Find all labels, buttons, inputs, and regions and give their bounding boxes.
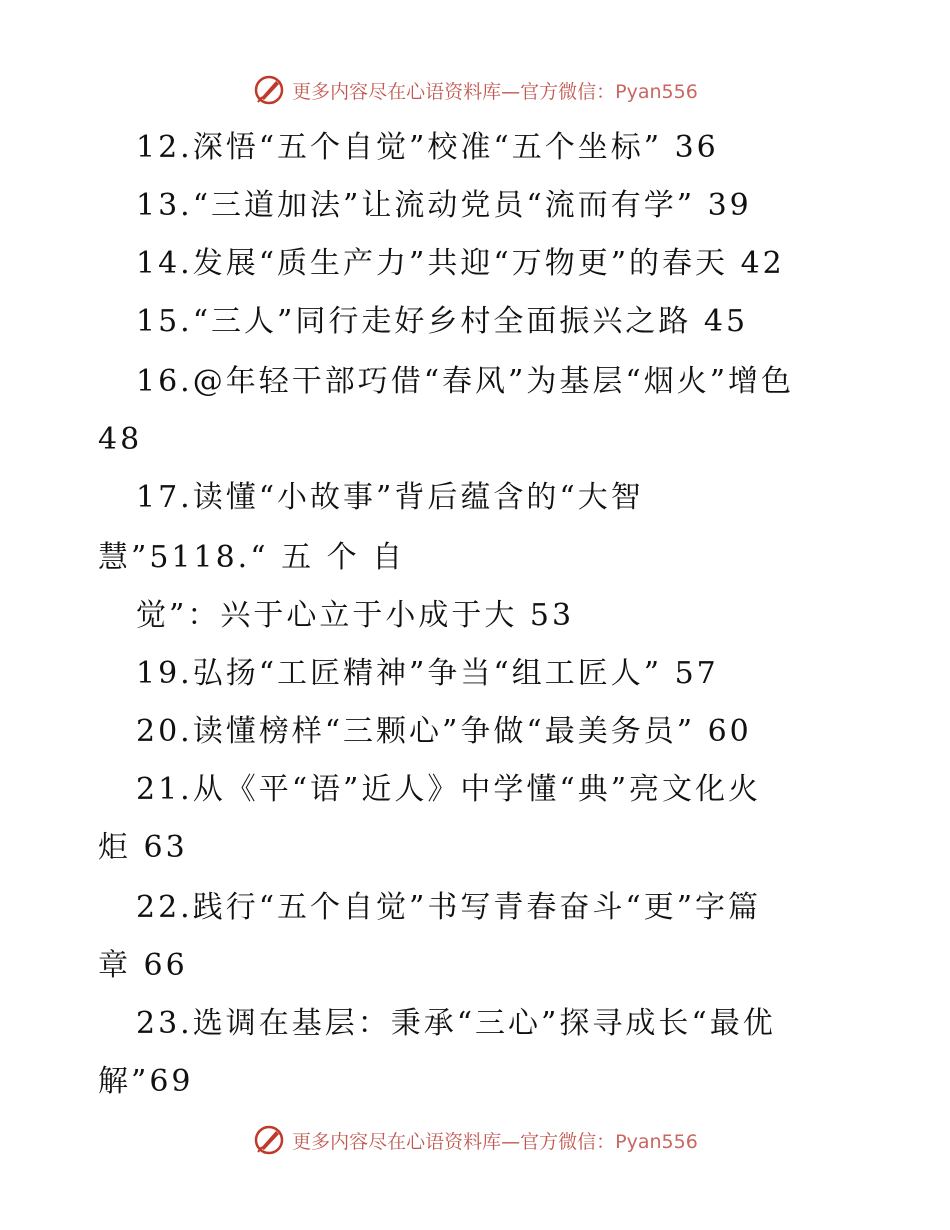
- footer-watermark-banner: [0, 1118, 950, 1162]
- toc-line: 14.发展“质生产力”共迎“万物更”的春天 42: [136, 246, 785, 281]
- toc-line: 章 66: [98, 948, 188, 983]
- watermark-text: 更多内容尽在心语资料库—官方微信：Pyan556: [292, 1130, 698, 1153]
- toc-line: 解”69: [98, 1064, 194, 1099]
- header-watermark-banner: [0, 68, 950, 112]
- toc-line: 炬 63: [98, 830, 188, 865]
- quill-logo-icon: [252, 73, 286, 107]
- toc-line: 13.“三道加法”让流动党员“流而有学” 39: [136, 188, 752, 223]
- toc-line: 慧”5118.“ 五 个 自: [98, 540, 406, 575]
- toc-line: 16.@年轻干部巧借“春风”为基层“烟火”增色: [136, 364, 795, 399]
- toc-line: 20.读懂榜样“三颗心”争做“最美务员” 60: [136, 714, 752, 749]
- toc-line: 23.选调在基层：秉承“三心”探寻成长“最优: [136, 1006, 776, 1041]
- toc-line: 48: [98, 422, 143, 457]
- watermark-text: 更多内容尽在心语资料库—官方微信：Pyan556: [292, 80, 698, 103]
- toc-line: 21.从《平“语”近人》中学懂“典”亮文化火: [136, 772, 762, 807]
- toc-line: 15.“三人”同行走好乡村全面振兴之路 45: [136, 304, 749, 339]
- quill-logo-icon: [252, 1123, 286, 1157]
- toc-line: 12.深悟“五个自觉”校准“五个坐标” 36: [136, 130, 719, 165]
- toc-line: 觉”：兴于心立于小成于大 53: [136, 598, 575, 633]
- toc-line: 22.践行“五个自觉”书写青春奋斗“更”字篇: [136, 890, 762, 925]
- toc-line: 17.读懂“小故事”背后蕴含的“大智: [136, 480, 644, 515]
- toc-line: 19.弘扬“工匠精神”争当“组工匠人” 57: [136, 656, 719, 691]
